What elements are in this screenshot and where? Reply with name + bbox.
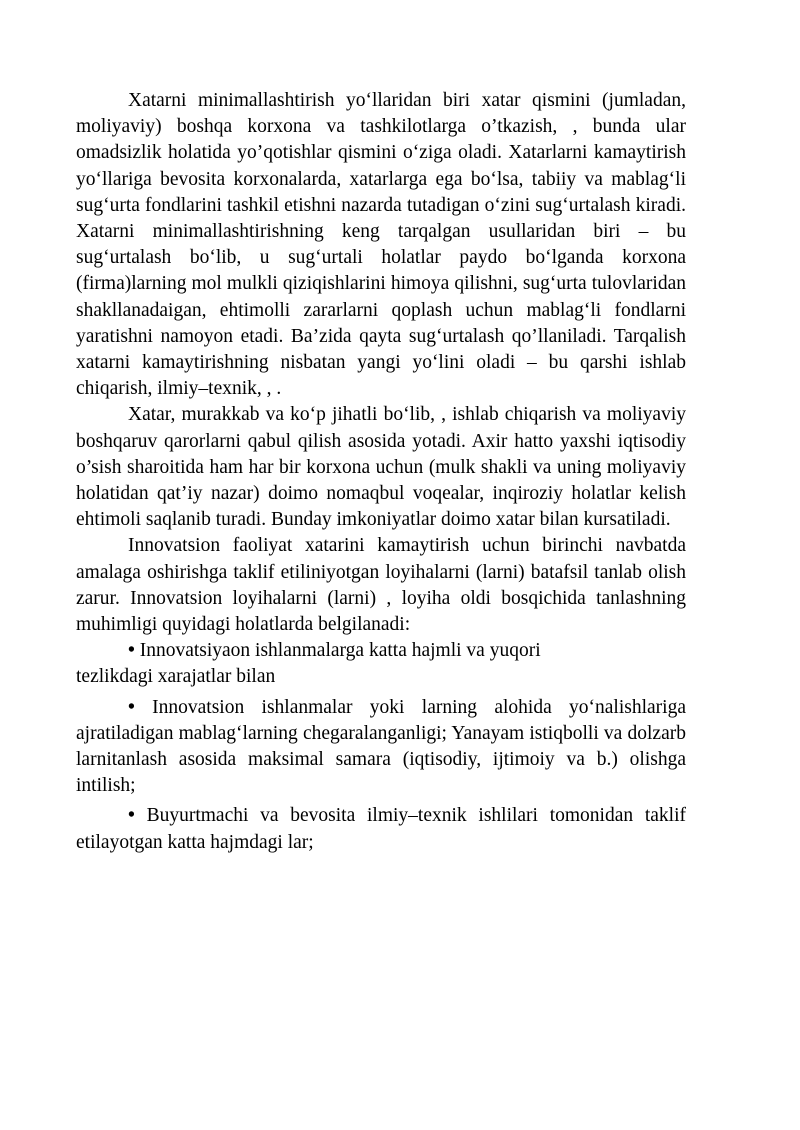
bullet-marker: • [128, 696, 135, 718]
bullet-item-1 [76, 638, 686, 690]
bullet-text: Buyurtmachi va bevosita ilmiy–texnik ishlilari tomonidan taklif etilayotgan katta hajmdagi lar; [76, 805, 687, 853]
bullet-item-2 [76, 695, 686, 800]
bullet-text: Innovatsion ishlanmalar yoki larning alohida yo‘nalishlariga ajratiladigan mablag‘larning chegaralanganligi; Yanayam istiqbolli va dolzarb larnitanlash asosida maksimal samara (iqtisodiy, ijtimoiy va b.) olishga intilish; [76, 696, 686, 797]
bullet-text: Innovatsiyaon ishlanmalarga katta hajmli va yuqori [139, 640, 541, 662]
bullet-first-line [76, 638, 686, 664]
bullet-continuation: tezlikdagi xarajatlar bilan [76, 666, 276, 688]
paragraph-risk-complexity: Xatar, murakkab va ko‘p jihatli bo‘lib, , ishlab chiqarish va moliyaviy boshqaruv qarorlarni qabul qilish asosida yotadi. Axir hatto yaxshi iqtisodiy o’sish sharoitida ham har bir korxona uchun (mulk shakli va uning moliyaviy holatidan qat’iy nazar) doimo nomaqbul voqealar, inqiroziy holatlar kelish ehtimoli saqlanib turadi. Bunday imkoniyatlar doimo xatar bilan kursatiladi. [76, 404, 686, 531]
bullet-item-3 [76, 803, 686, 855]
paragraph-innovation-selection: Innovatsion faoliyat xatarini kamaytirish uchun birinchi navbatda amalaga oshirishga taklif etiliniyotgan loyihalarni (larni) batafsil tanlab olish zarur. Innovatsion loyihalarni (larni) , loyiha oldi bosqichida tanlashning muhimligi quyidagi holatlarda belgilanadi: [76, 535, 686, 636]
paragraph-risk-minimization: Xatarni minimallashtirish yo‘llaridan biri xatar qismini (jumladan, moliyaviy) boshqa korxona va tashkilotlarga o’tkazish, , bunda ular omadsizlik holatida yo’qotishlar qismini o‘ziga oladi. Xatarlarni kamaytirish yo‘llariga bevosita korxonalarda, xatarlarga ega bo‘lsa, tabiiy va mablag‘li sug‘urta fondlarini tashkil etishni nazarda tutadigan o‘zini sug‘urtalash kiradi. Xatarni minimallashtirishning keng tarqalgan usullaridan biri – bu sug‘urtalash bo‘lib, u sug‘urtali holatlar paydo bo‘lganda korxona (firma)larning mol mulkli qiziqishlarini himoya qilishni, sug‘urta tulovlaridan shakllanadaigan, ehtimolli zararlarni qoplash uchun mablag‘li fondlarni yaratishni namoyon etadi. Ba’zida qayta sug‘urtalash qo’llaniladi. Tarqalish xatarni kamaytirishning nisbatan yangi yo‘lini oladi – bu qarshi ishlab chiqarish, ilmiy–texnik, , . [76, 90, 686, 400]
bullet-marker: • [128, 805, 135, 827]
bullet-marker: • [128, 640, 135, 662]
document-page [76, 88, 686, 856]
